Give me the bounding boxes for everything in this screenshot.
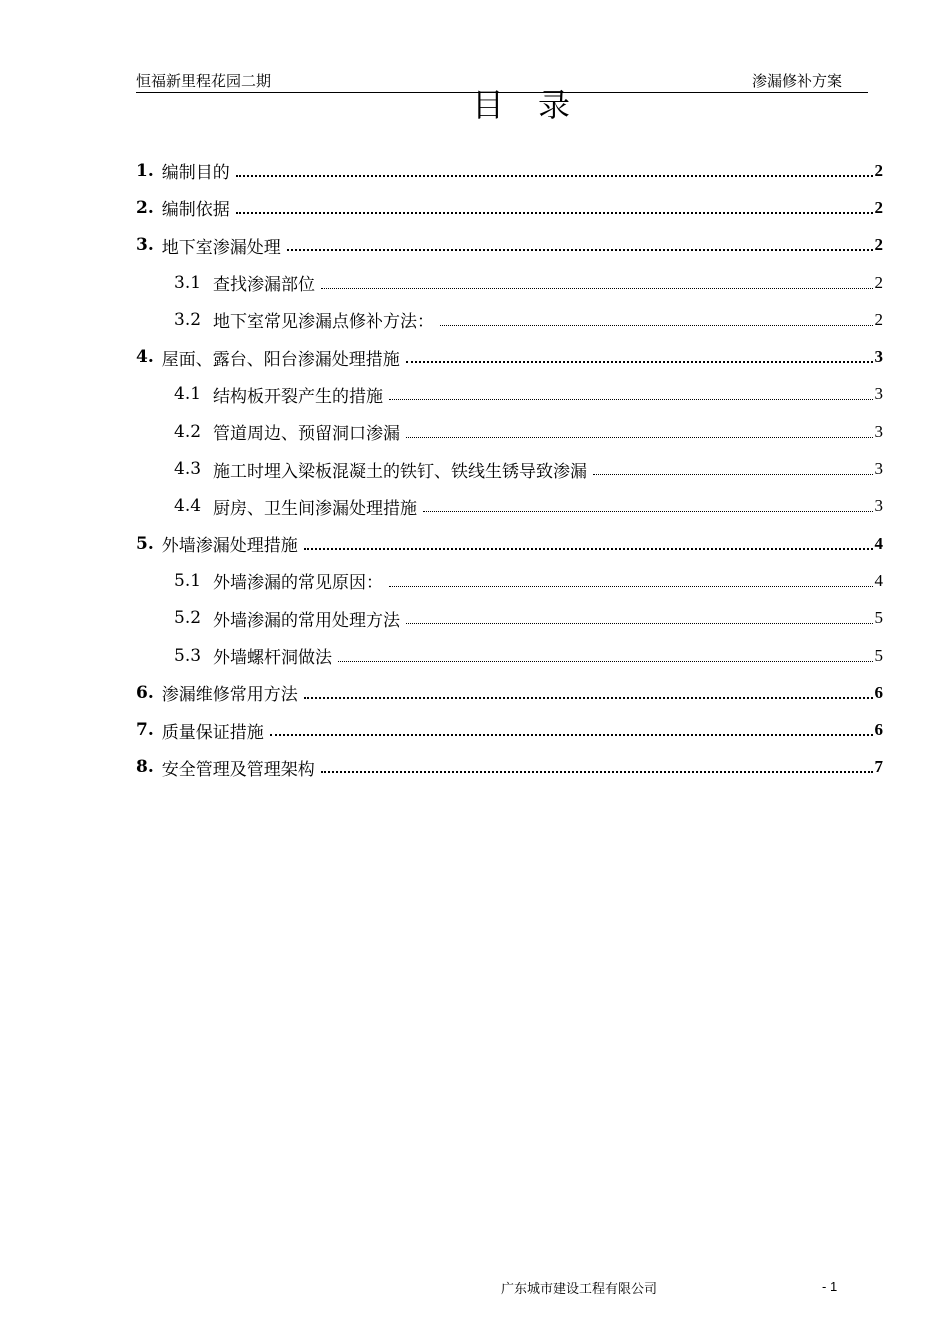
toc-entry-page: 4 <box>874 533 883 553</box>
toc-entry[interactable] <box>136 562 883 599</box>
toc-entry[interactable] <box>136 227 883 264</box>
toc-dot-leader <box>389 384 872 404</box>
toc-dot-leader <box>321 273 872 293</box>
toc-entry-page: 3 <box>874 421 883 441</box>
toc-entry[interactable] <box>136 152 883 189</box>
footer-company: 广东城市建设工程有限公司 <box>501 1282 658 1297</box>
toc-entry[interactable] <box>136 525 883 562</box>
toc-entry-page: 2 <box>874 235 883 255</box>
toc-entry-label: 外墙螺杆洞做法 <box>213 648 333 668</box>
toc-dot-leader <box>236 161 873 181</box>
toc-dot-leader <box>338 646 872 666</box>
toc-entry-number: 5.2 <box>174 608 202 629</box>
toc-entry-page: 4 <box>874 570 883 590</box>
toc-entry-number: 7. <box>136 720 154 741</box>
toc-entry-page: 3 <box>874 384 883 404</box>
toc-dot-leader <box>406 422 872 442</box>
toc-entry-page: 3 <box>874 347 883 367</box>
toc-dot-leader <box>440 310 872 330</box>
toc-entry-page: 2 <box>874 272 883 292</box>
toc-entry-label: 结构板开裂产生的措施 <box>213 386 384 407</box>
toc-entry[interactable] <box>136 376 883 413</box>
toc-dot-leader <box>270 720 873 740</box>
toc-entry-page: 5 <box>874 608 883 628</box>
toc-dot-leader <box>321 757 873 777</box>
toc-entry-number: 4. <box>136 347 154 368</box>
toc-dot-leader <box>423 496 872 516</box>
toc-entry-number: 8. <box>136 757 154 778</box>
toc-entry-label: 安全管理及管理架构 <box>161 759 315 780</box>
toc-entry[interactable] <box>136 637 883 674</box>
toc-entry-number: 5.3 <box>174 645 202 666</box>
toc-entry-number: 5. <box>136 533 154 554</box>
toc-dot-leader <box>389 571 872 591</box>
footer-page-number: - 1 <box>822 1279 838 1294</box>
toc-dot-leader <box>287 235 873 255</box>
toc-entry-number: 3.1 <box>174 272 202 293</box>
header-document-name: 渗漏修补方案 <box>751 72 842 90</box>
toc-entry-label: 屋面、露台、阳台渗漏处理措施 <box>161 349 400 370</box>
table-of-contents <box>136 152 883 786</box>
toc-entry[interactable] <box>136 413 883 450</box>
toc-entry[interactable] <box>136 450 883 487</box>
toc-entry-label: 管道周边、预留洞口渗漏 <box>213 424 401 445</box>
toc-entry[interactable] <box>136 338 883 375</box>
toc-dot-leader <box>236 198 873 218</box>
toc-dot-leader <box>593 459 872 479</box>
toc-entry[interactable] <box>136 674 883 711</box>
toc-entry-page: 2 <box>874 197 883 217</box>
toc-entry-number: 6. <box>136 682 154 703</box>
toc-title: 目录 <box>471 86 604 124</box>
toc-entry-page: 6 <box>874 682 883 702</box>
toc-entry-number: 3. <box>136 235 154 256</box>
toc-entry-number: 4.2 <box>174 421 202 442</box>
toc-entry[interactable] <box>136 749 883 786</box>
toc-entry-page: 2 <box>874 160 883 180</box>
toc-dot-leader <box>406 347 873 367</box>
toc-entry-label: 外墙渗漏的常见原因： <box>213 573 384 594</box>
toc-entry[interactable] <box>136 264 883 301</box>
toc-entry-number: 4.4 <box>174 496 202 517</box>
toc-entry-number: 2. <box>136 197 154 218</box>
toc-entry-label: 编制依据 <box>161 200 230 221</box>
toc-entry-number: 4.3 <box>174 459 202 480</box>
toc-entry-page: 5 <box>874 645 883 665</box>
toc-entry-page: 3 <box>874 459 883 479</box>
toc-entry-label: 地下室渗漏处理 <box>161 237 281 258</box>
toc-entry[interactable] <box>136 189 883 226</box>
header-project-name: 恒福新里程花园二期 <box>136 72 272 90</box>
toc-dot-leader <box>304 534 873 554</box>
toc-entry-page: 6 <box>874 720 883 740</box>
toc-entry[interactable] <box>136 488 883 525</box>
toc-entry-label: 渗漏维修常用方法 <box>161 685 298 706</box>
toc-entry-label: 外墙渗漏的常用处理方法 <box>213 610 401 631</box>
toc-dot-leader <box>304 683 873 703</box>
toc-entry-label: 施工时埋入梁板混凝土的铁钉、铁线生锈导致渗漏 <box>213 461 588 482</box>
toc-entry-label: 地下室常见渗漏点修补方法： <box>213 312 435 333</box>
toc-entry-page: 7 <box>874 757 883 777</box>
toc-entry-page: 2 <box>874 309 883 329</box>
toc-entry-number: 1. <box>136 160 154 181</box>
toc-dot-leader <box>406 608 872 628</box>
toc-entry-label: 查找渗漏部位 <box>213 275 316 296</box>
toc-entry-label: 质量保证措施 <box>161 722 264 743</box>
toc-entry-label: 厨房、卫生间渗漏处理措施 <box>213 498 418 519</box>
toc-entry-label: 外墙渗漏处理措施 <box>161 536 298 557</box>
toc-entry[interactable] <box>136 301 883 338</box>
toc-entry[interactable] <box>136 711 883 748</box>
toc-entry-page: 3 <box>874 496 883 516</box>
toc-entry-label: 编制目的 <box>161 163 230 184</box>
toc-entry-number: 5.1 <box>174 570 202 591</box>
toc-entry-number: 4.1 <box>174 384 202 405</box>
toc-entry-number: 3.2 <box>174 309 202 330</box>
toc-entry[interactable] <box>136 600 883 637</box>
